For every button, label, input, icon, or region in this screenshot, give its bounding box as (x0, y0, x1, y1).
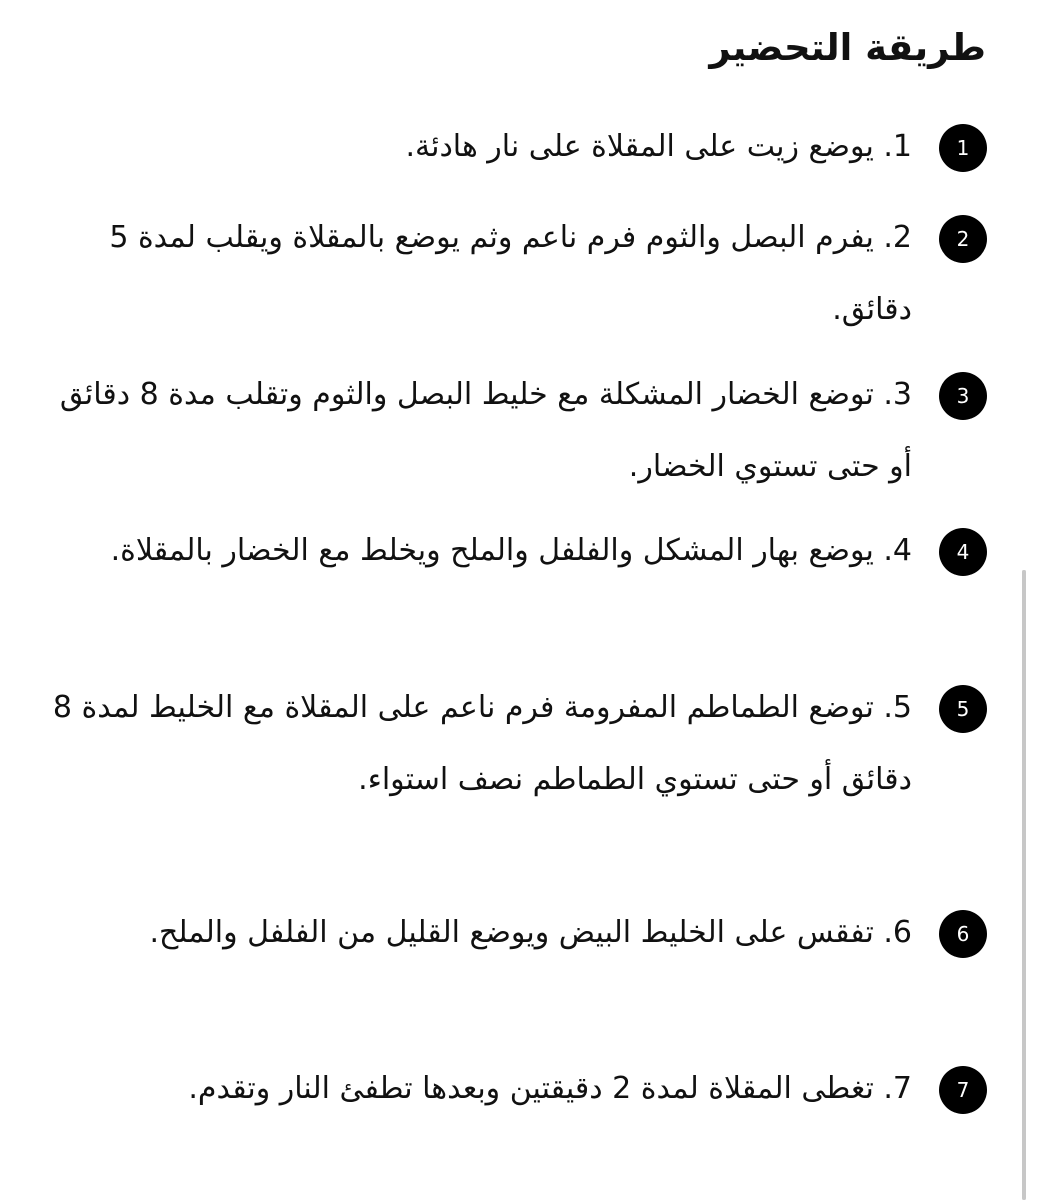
step-number-badge: 3 (939, 372, 987, 420)
step-text: 3. توضع الخضار المشكلة مع خليط البصل والثوم وتقلب مدة 8 دقائق أو حتى تستوي الخضار. (59, 377, 912, 484)
step-text: 5. توضع الطماطم المفرومة فرم ناعم على المقلاة مع الخليط لمدة 8 دقائق أو حتى تستوي الطماطم نصف استواء. (52, 690, 912, 797)
step-text: 6. تفقس على الخليط البيض ويوضع القليل من الفلفل والملح. (149, 915, 912, 950)
vertical-scrollbar[interactable] (1022, 570, 1026, 1200)
step-number-badge: 4 (939, 528, 987, 576)
step-number-badge: 7 (939, 1066, 987, 1114)
step-text: 4. يوضع بهار المشكل والفلفل والملح ويخلط مع الخضار بالمقلاة. (110, 533, 912, 568)
preparation-title: طريقة التحضير (709, 26, 986, 69)
step-number-badge: 5 (939, 685, 987, 733)
step-text: 2. يفرم البصل والثوم فرم ناعم وثم يوضع بالمقلاة ويقلب لمدة 5 دقائق. (109, 220, 912, 327)
step-text: 7. تغطى المقلاة لمدة 2 دقيقتين وبعدها تطفئ النار وتقدم. (188, 1071, 912, 1106)
step-number-badge: 1 (939, 124, 987, 172)
step-text: 1. يوضع زيت على المقلاة على نار هادئة. (405, 129, 912, 164)
step-number-badge: 2 (939, 215, 987, 263)
scrollbar-thumb[interactable] (1022, 570, 1026, 1200)
step-number-badge: 6 (939, 910, 987, 958)
